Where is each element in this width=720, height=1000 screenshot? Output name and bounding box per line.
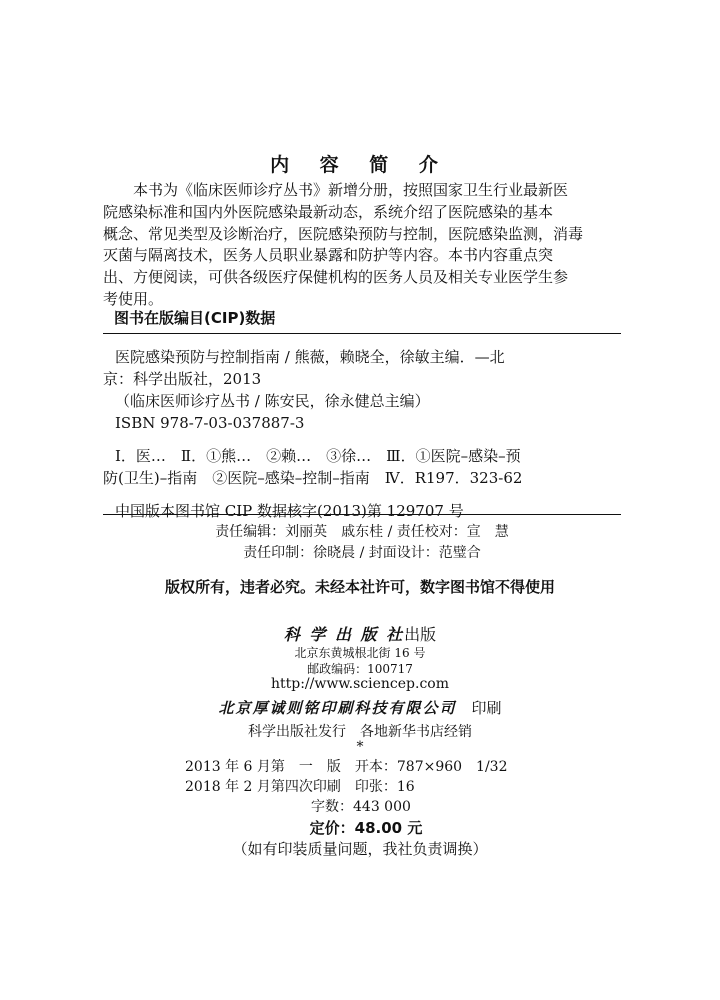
edition-first: 2013 年 6 月第 一 版 开本：787×960 1/32 xyxy=(185,759,508,775)
printer-name: 北京厚诚则铭印刷科技有限公司 xyxy=(218,699,457,717)
cip-heading: 图书在版编目(CIP)数据 xyxy=(114,309,276,327)
summary-line: 本书为《临床医师诊疗丛书》新增分册，按照国家卫生行业最新医 xyxy=(133,181,569,199)
publisher-url: http://www.sciencep.com xyxy=(270,676,449,692)
summary-line: 概念、常见类型及诊断治疗，医院感染预防与控制，医院感染监测，消毒 xyxy=(103,224,584,243)
summary-line: 灭菌与隔离技术，医务人员职业暴露和防护等内容。本书内容重点突 xyxy=(103,246,554,265)
staff-credits xyxy=(103,522,621,564)
publisher-address: 北京东黄城根北街 16 号 xyxy=(294,646,426,660)
cip-block xyxy=(103,346,621,522)
cip-classification-line: Ⅰ．医… Ⅱ．①熊… ②赖… ③徐… Ⅲ．①医院–感染–预 xyxy=(115,447,521,465)
replacement-notice: （如有印装质量问题，我社负责调换） xyxy=(232,840,488,858)
editor-line: 责任编辑：刘丽英 戚东桂 / 责任校对：宣 慧 xyxy=(215,524,509,540)
publisher-name: 科 学 出 版 社 xyxy=(283,625,405,644)
publisher-line xyxy=(0,622,720,645)
cip-isbn: ISBN 978-7-03-037887-3 xyxy=(115,414,305,432)
cip-title-line: 医院感染预防与控制指南 / 熊薇，赖晓全，徐敏主编．—北 xyxy=(115,348,505,366)
cip-record-number: 中国版本图书馆 CIP 数据核字(2013)第 129707 号 xyxy=(115,502,464,520)
summary-line: 院感染标准和国内外医院感染最新动态，系统介绍了医院感染的基本 xyxy=(103,202,554,221)
printer-line xyxy=(0,697,720,718)
cip-bottom-rule xyxy=(103,514,621,515)
cip-classification-line: 防(卫生)–指南 ②医院–感染–控制–指南 Ⅳ．R197．323-62 xyxy=(103,469,523,487)
separator-star: * xyxy=(356,739,364,755)
distribution-line: 科学出版社发行 各地新华书店经销 xyxy=(248,724,472,740)
summary-line: 出、方便阅读，可供各级医疗保健机构的医务人员及相关专业医学生参 xyxy=(103,268,569,287)
publisher-postcode: 邮政编码：100717 xyxy=(307,662,413,676)
page-title: 内 容 简 介 xyxy=(270,154,450,176)
copyright-notice: 版权所有，违者必究。未经本社许可，数字图书馆不得使用 xyxy=(164,578,555,596)
summary-line: 考使用。 xyxy=(103,289,164,308)
edition-info xyxy=(185,757,508,817)
cip-top-rule xyxy=(103,333,621,334)
cip-publisher-line: 京：科学出版社，2013 xyxy=(103,370,262,388)
content-summary xyxy=(103,180,621,311)
production-line: 责任印制：徐晓晨 / 封面设计：范璧合 xyxy=(243,545,481,561)
printer-suffix: 印刷 xyxy=(471,699,502,717)
price: 定价：48.00 元 xyxy=(309,819,423,837)
publisher-suffix: 出版 xyxy=(404,625,437,644)
word-count: 字数：443 000 xyxy=(311,799,411,815)
cip-series-line: （临床医师诊疗丛书 / 陈安民，徐永健总主编） xyxy=(115,392,430,410)
edition-printing: 2018 年 2 月第四次印刷 印张：16 xyxy=(185,779,415,795)
